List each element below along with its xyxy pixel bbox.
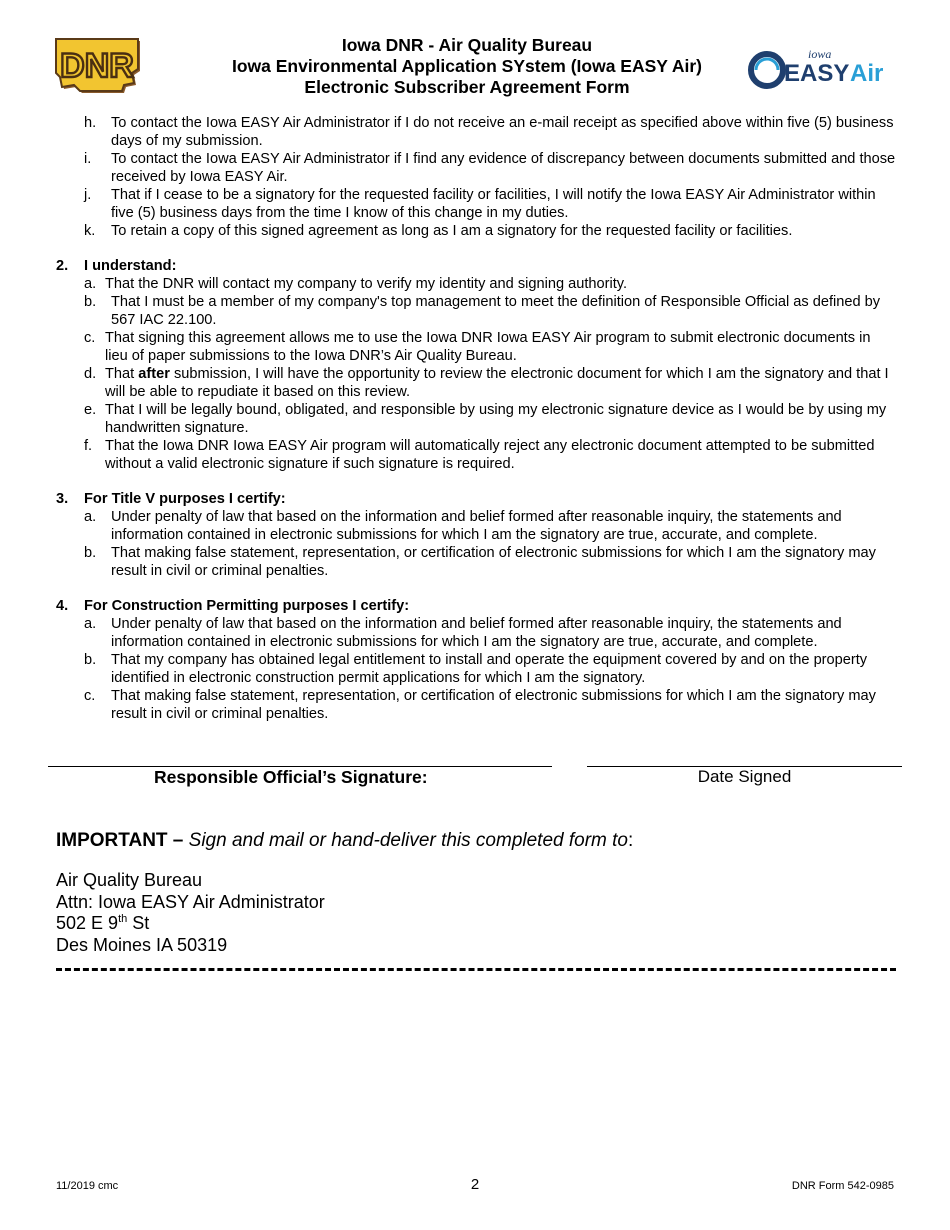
item-marker: b. <box>84 652 97 668</box>
item-text: That the DNR will contact my company to verify my identity and signing authority. <box>105 276 628 292</box>
easy-air-logo-graphic <box>746 44 896 94</box>
easy-logo-word-air: Air <box>850 60 884 87</box>
important-notice <box>56 830 633 852</box>
item-text: Under penalty of law that based on the information and belief formed after reasonable inquiry, the statements and information contained in electronic submissions for which I am the signatory are true, accurate, and complete. <box>111 616 842 650</box>
easy-logo-word-easy: EASY <box>784 60 850 87</box>
section-title: I understand: <box>84 258 177 274</box>
item-text: That my company has obtained legal entitlement to install and operate the equipment covered by and on the property identified in electronic construction permit applications for which I am the signatory. <box>111 652 868 686</box>
form-title <box>160 35 774 98</box>
list-item <box>0 365 950 401</box>
item-marker: a. <box>84 509 97 525</box>
list-item <box>0 437 950 473</box>
agreement-body <box>0 114 950 723</box>
address-line-2: Attn: Iowa EASY Air Administrator <box>56 891 325 912</box>
important-instruction: Sign and mail or hand-deliver this completed form to <box>188 830 628 851</box>
item-text-before: That <box>105 366 139 382</box>
item-text-after: submission, I will have the opportunity to review the electronic document for which I am the signatory and that I will be able to repudiate it based on this review. <box>105 366 889 400</box>
item-marker: i. <box>84 151 92 167</box>
section-heading-title-v <box>0 490 950 508</box>
footer-form-number: DNR Form 542-0985 <box>791 1180 894 1192</box>
section-heading-understand <box>0 257 950 275</box>
title-line-1: Iowa DNR - Air Quality Bureau <box>341 35 593 55</box>
list-item <box>0 275 950 293</box>
item-text: That if I cease to be a signatory for the requested facility or facilities, I will notify the Iowa EASY Air Administrator within five (5) business days from the time I know of this change in my duties. <box>111 187 876 221</box>
item-text: Under penalty of law that based on the information and belief formed after reasonable inquiry, the statements and information contained in electronic submissions for which I am the signatory are true, accurate, and complete. <box>111 509 842 543</box>
section-title: For Construction Permitting purposes I certify: <box>84 598 410 614</box>
item-marker: e. <box>84 402 97 418</box>
section-number: 2. <box>56 258 69 274</box>
list-item <box>0 114 950 150</box>
list-item <box>0 186 950 222</box>
item-text: That I will be legally bound, obligated, and responsible by using my electronic signature device as I would be by using my handwritten signature. <box>105 402 887 436</box>
section-heading-construction <box>0 597 950 615</box>
iowa-easy-air-logo <box>746 44 896 94</box>
list-item <box>0 329 950 365</box>
item-text: That making false statement, representation, or certification of electronic submissions for which I am the signatory may result in civil or criminal penalties. <box>111 545 876 579</box>
easy-logo-small-text: iowa <box>808 47 832 61</box>
item-marker: c. <box>84 688 96 704</box>
address-line-1: Air Quality Bureau <box>56 870 203 890</box>
date-signed-label: Date Signed <box>697 767 792 786</box>
dnr-logo-graphic <box>54 35 146 97</box>
list-item <box>0 544 950 580</box>
list-item <box>0 150 950 186</box>
item-text: To retain a copy of this signed agreement as long as I am a signatory for the requested facility or facilities. <box>111 223 793 239</box>
item-marker: f. <box>84 438 93 454</box>
item-marker: k. <box>84 223 96 239</box>
item-text-bold: after <box>138 366 170 382</box>
list-item <box>0 651 950 687</box>
item-marker: h. <box>84 115 97 131</box>
title-line-3: Electronic Subscriber Agreement Form <box>304 77 630 97</box>
list-item <box>0 508 950 544</box>
section-title: For Title V purposes I certify: <box>84 491 286 507</box>
important-lead: IMPORTANT – <box>56 830 184 851</box>
title-line-2: Iowa Environmental Application SYstem (Iowa EASY Air) <box>232 56 702 76</box>
signature-label: Responsible Official’s Signature: <box>154 767 428 787</box>
cut-line-divider <box>56 968 896 971</box>
item-text: To contact the Iowa EASY Air Administrator if I find any evidence of discrepancy between documents submitted and those received by Iowa EASY Air. <box>111 151 896 185</box>
item-marker: d. <box>84 366 97 382</box>
item-marker: j. <box>84 187 92 203</box>
list-item <box>0 615 950 651</box>
address-line-4: Des Moines IA 50319 <box>56 934 228 955</box>
item-marker: a. <box>84 276 97 292</box>
address-line-3 <box>56 913 325 935</box>
address-street-sup: th <box>118 913 128 925</box>
dnr-logo-text: DNR <box>60 47 134 85</box>
item-text: To contact the Iowa EASY Air Administrator if I do not receive an e-mail receipt as specified above within five (5) business days of my submission. <box>111 115 894 149</box>
item-marker: b. <box>84 545 97 561</box>
item-text: That signing this agreement allows me to use the Iowa DNR Iowa EASY Air program to submit electronic documents in lieu of paper submissions to the Iowa DNR’s Air Quality Bureau. <box>105 330 871 364</box>
item-text: That the Iowa DNR Iowa EASY Air program will automatically reject any electronic document attempted to be submitted without a valid electronic signature if such signature is required. <box>105 438 875 472</box>
item-marker: a. <box>84 616 97 632</box>
item-text: That making false statement, representation, or certification of electronic submissions for which I am the signatory may result in civil or criminal penalties. <box>111 688 876 722</box>
mailing-address <box>56 870 325 956</box>
list-item <box>0 401 950 437</box>
list-item <box>0 222 950 240</box>
item-text: That I must be a member of my company's top management to meet the definition of Responsible Official as defined by 567 IAC 22.100. <box>111 294 881 328</box>
item-marker: b. <box>84 294 97 310</box>
item-marker: c. <box>84 330 96 346</box>
address-street-post: St <box>127 913 150 933</box>
list-item <box>0 687 950 723</box>
page-number: 2 <box>470 1176 480 1193</box>
footer-revision: 11/2019 cmc <box>56 1180 119 1192</box>
address-street-pre: 502 E 9 <box>56 913 119 933</box>
dnr-logo <box>54 35 146 97</box>
form-header <box>0 30 950 102</box>
section-number: 3. <box>56 491 69 507</box>
list-item <box>0 293 950 329</box>
important-colon: : <box>628 830 634 851</box>
section-number: 4. <box>56 598 69 614</box>
